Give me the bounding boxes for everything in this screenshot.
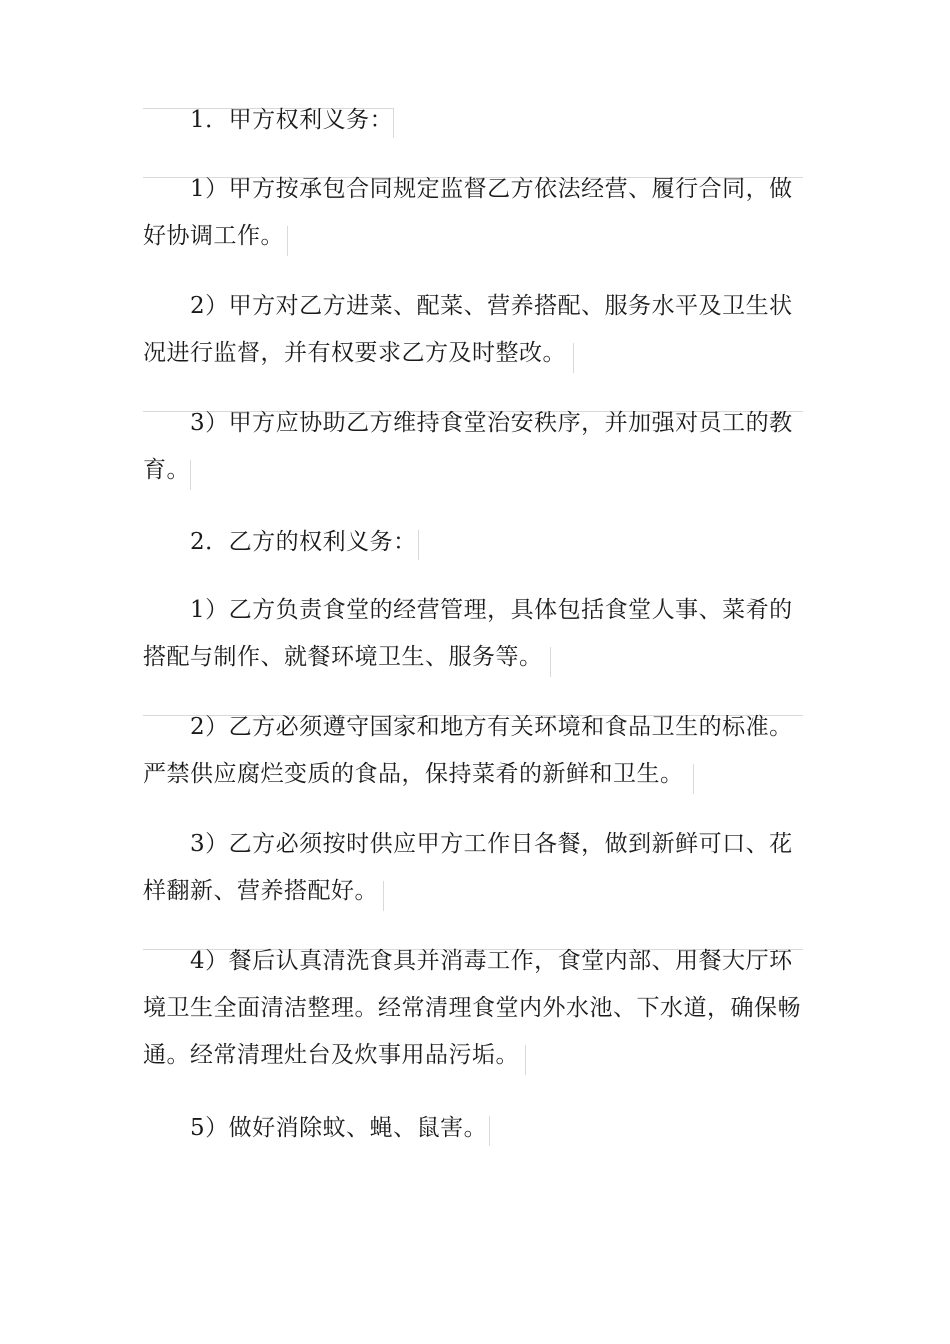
paragraph-line: 4）餐后认真清洗食具并消毒工作，食堂内部、用餐大厅环 xyxy=(190,948,793,974)
paragraph-line: 1）甲方按承包合同规定监督乙方依法经营、履行合同，做 xyxy=(190,176,793,202)
paragraph-party-b-item-1 xyxy=(143,587,803,681)
paragraph-party-a-item-3 xyxy=(143,400,803,494)
paragraph-line: 2．乙方的权利义务： xyxy=(190,529,417,555)
paragraph-party-a-heading xyxy=(143,97,803,144)
paragraph-party-b-heading xyxy=(143,519,803,566)
paragraph-party-b-item-5 xyxy=(143,1105,803,1152)
paragraph-line: 3）甲方应协助乙方维持食堂治安秩序，并加强对员工的教 xyxy=(190,410,793,436)
paragraph-line: 严禁供应腐烂变质的食品，保持菜肴的新鲜和卫生。 xyxy=(143,761,684,787)
paragraph-line: 1）乙方负责食堂的经营管理，具体包括食堂人事、菜肴的 xyxy=(190,597,793,623)
paragraph-line: 3）乙方必须按时供应甲方工作日各餐，做到新鲜可口、花 xyxy=(190,831,793,857)
paragraph-line: 搭配与制作、就餐环境卫生、服务等。 xyxy=(143,644,543,670)
paragraph-line: 通。经常清理灶台及炊事用品污垢。 xyxy=(143,1042,519,1068)
paragraph-line: 2）乙方必须遵守国家和地方有关环境和食品卫生的标准。 xyxy=(190,714,793,740)
paragraph-party-b-item-4 xyxy=(143,938,803,1079)
paragraph-line: 育。 xyxy=(143,457,190,483)
paragraph-line: 境卫生全面清洁整理。经常清理食堂内外水池、下水道，确保畅 xyxy=(143,995,801,1021)
paragraph-line: 5）做好消除蚊、蝇、鼠害。 xyxy=(190,1115,488,1141)
paragraph-line: 样翻新、营养搭配好。 xyxy=(143,878,378,904)
paragraph-party-b-item-2 xyxy=(143,704,803,798)
paragraph-line: 况进行监督，并有权要求乙方及时整改。 xyxy=(143,340,566,366)
paragraph-line: 好协调工作。 xyxy=(143,223,284,249)
paragraph-line: 2）甲方对乙方进菜、配菜、营养搭配、服务水平及卫生状 xyxy=(190,293,793,319)
paragraph-party-a-item-2 xyxy=(143,283,803,377)
paragraph-party-a-item-1 xyxy=(143,166,803,260)
paragraph-line: 1．甲方权利义务： xyxy=(190,107,394,133)
paragraph-party-b-item-3 xyxy=(143,821,803,915)
